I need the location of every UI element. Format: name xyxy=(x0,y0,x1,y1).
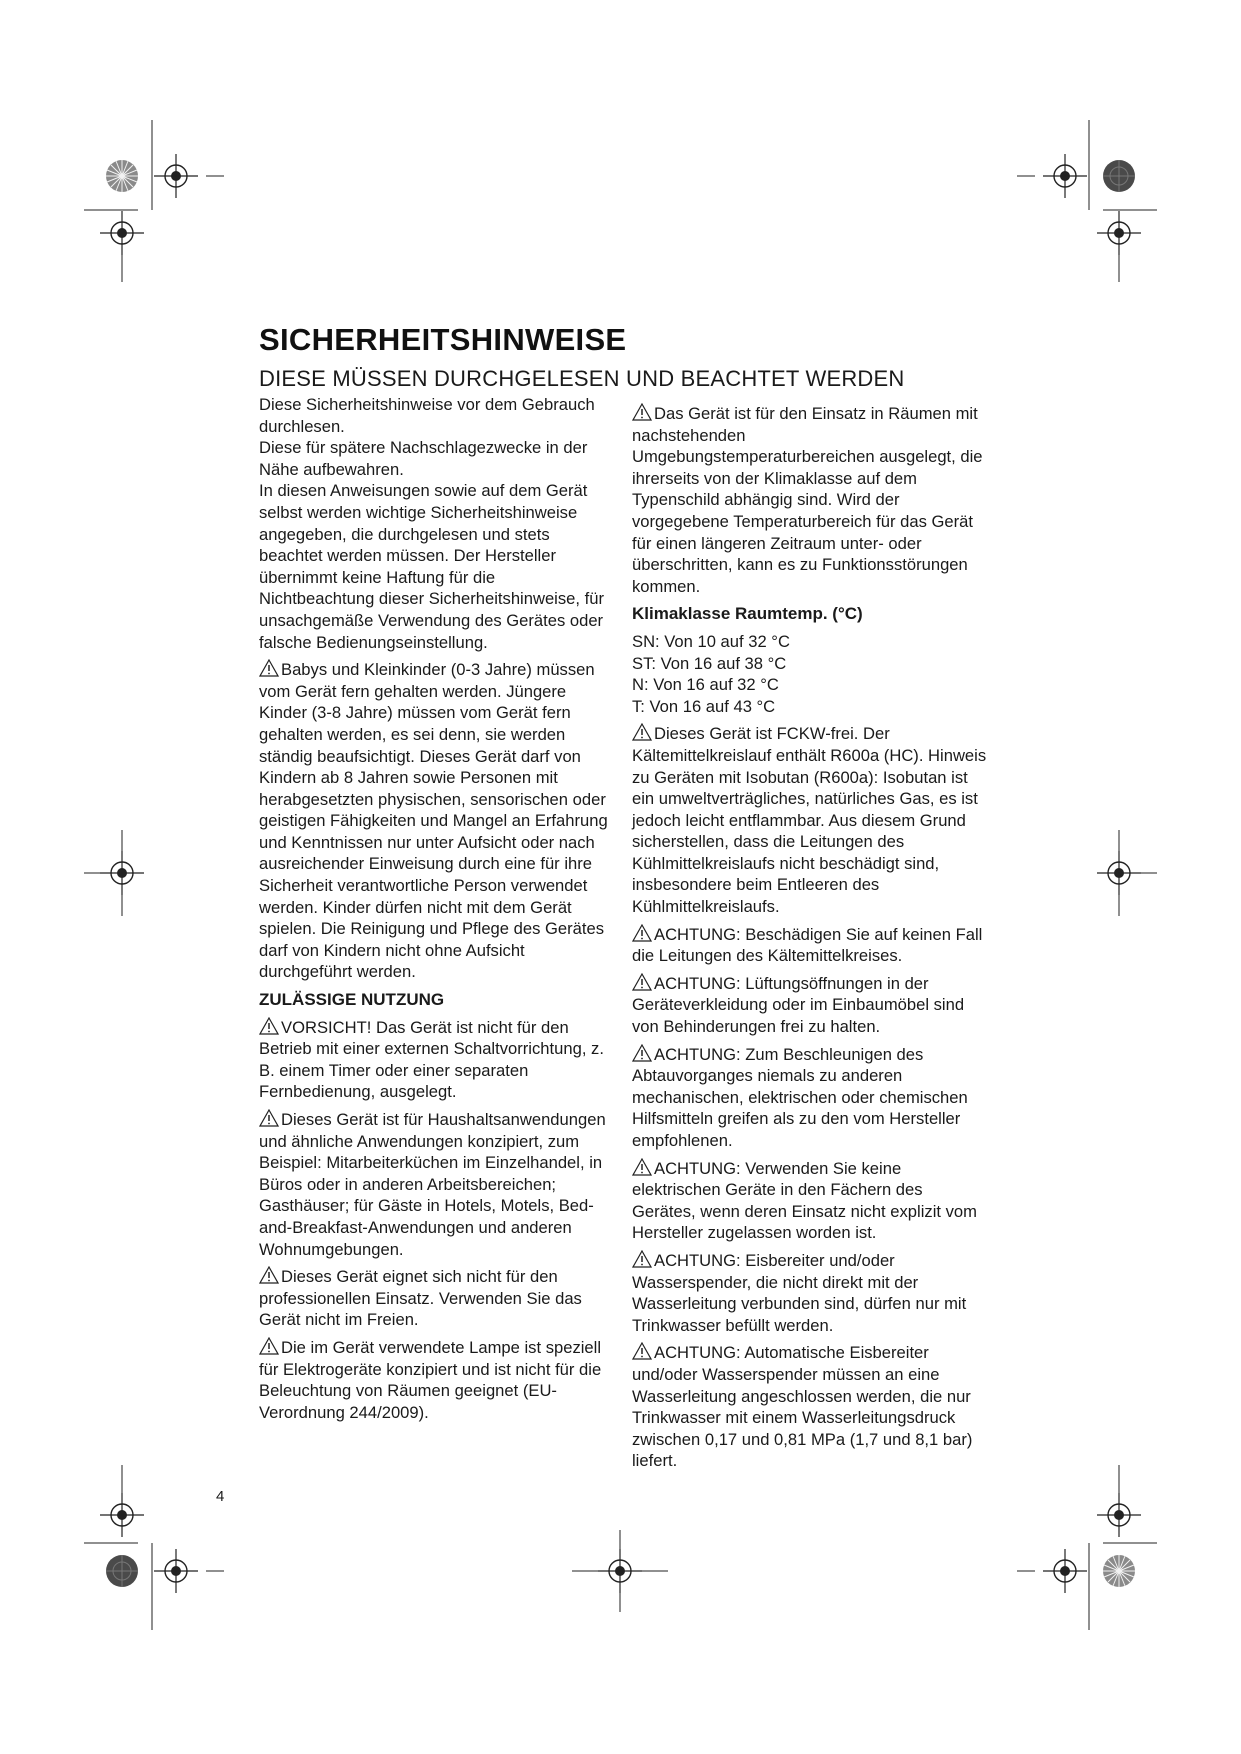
warning-text: ACHTUNG: Lüftungsöffnungen in der Geräteverkleidung oder im Einbaumöbel sind von Behinderungen frei zu halten. xyxy=(632,973,965,1037)
warning-triangle-icon xyxy=(632,973,652,991)
warning-paragraph xyxy=(632,403,987,597)
page-subtitle: DIESE MÜSSEN DURCHGELESEN UND BEACHTET WERDEN xyxy=(259,366,905,391)
warning-paragraph xyxy=(259,1017,609,1103)
warning-triangle-icon xyxy=(632,1250,652,1268)
warning-paragraph xyxy=(259,1337,609,1423)
climate-class-item: SN: Von 10 auf 32 °C xyxy=(632,631,790,651)
warning-triangle-icon xyxy=(259,1109,279,1127)
registration-mark-icon xyxy=(100,1493,144,1537)
warning-paragraph xyxy=(632,1250,987,1336)
warning-paragraph xyxy=(632,1342,987,1472)
warning-triangle-icon xyxy=(632,924,652,942)
warning-text: Das Gerät ist für den Einsatz in Räumen mit nachstehenden Umgebungstemperaturbereichen ausgelegt, die ihrerseits von der Klimaklasse auf dem Typenschild abhängig sind. Wird der vorgegebene Temperaturbereich für das Gerät für einen längeren Zeitraum unter- oder überschritten, kann es zu Funktionsstörungen kommen. xyxy=(632,404,983,596)
warning-text: ACHTUNG: Beschädigen Sie auf keinen Fall die Leitungen des Kältemittelkreises. xyxy=(632,924,983,966)
warning-paragraph xyxy=(632,924,987,967)
warning-text: VORSICHT! Das Gerät ist nicht für den Betrieb mit einer externen Schaltvorrichtung, z. B. einem Timer oder einer separaten Fernbedienung, ausgelegt. xyxy=(259,1017,604,1102)
page-number: 4 xyxy=(216,1488,225,1505)
warning-text: Die im Gerät verwendete Lampe ist speziell für Elektrogeräte konzipiert und ist nicht für die Beleuchtung von Räumen geeignet (EU-Verordnung 244/2009). xyxy=(259,1337,602,1422)
warning-paragraph xyxy=(259,1109,609,1260)
registration-mark-icon xyxy=(100,851,144,895)
warning-triangle-icon xyxy=(632,1158,652,1176)
registration-mark-icon xyxy=(1043,154,1087,198)
registration-mark-icon xyxy=(1097,211,1141,255)
intro-paragraph: Diese Sicherheitshinweise vor dem Gebrauch durchlesen. xyxy=(259,395,595,436)
warning-text: Babys und Kleinkinder (0-3 Jahre) müssen vom Gerät fern gehalten werden. Jüngere Kinder (3-8 Jahre) müssen vom Gerät fern gehalten werden, es sei denn, sie werden ständig beaufsichtigt. Dieses Gerät darf von Kindern ab 8 Jahren sowie Personen mit herabgesetzten physischen, sensorischen oder geistigen Fähigkeiten und Mangel an Erfahrung und Kenntnissen nur unter Aufsicht oder nach ausreichender Einweisung durch eine für ihre Sicherheit verantwortliche Person verwendet werden. Kinder dürfen nicht mit dem Gerät spielen. Die Reinigung und Pflege des Gerätes darf von Kindern nicht ohne Aufsicht durchgeführt werden. xyxy=(259,660,608,982)
intro-paragraph: Diese für spätere Nachschlagezwecke in der Nähe aufbewahren. xyxy=(259,438,588,479)
registration-mark-icon xyxy=(154,1549,198,1593)
dark-mark-icon xyxy=(1103,160,1135,192)
registration-mark-icon xyxy=(100,211,144,255)
registration-mark-icon xyxy=(1043,1549,1087,1593)
warning-text: Dieses Gerät ist FCKW-frei. Der Kältemittelkreislauf enthält R600a (HC). Hinweis zu Geräten mit Isobutan (R600a): Isobutan ist ein umweltverträgliches, natürliches Gas, es ist jedoch leicht entflammbar. Aus diesem Grund sicherstellen, dass die Leitungen des Kühlmittelkreislaufs nicht beschädigt sind, insbesondere beim Entleeren des Kühlmittelkreislaufs. xyxy=(632,724,987,917)
dark-mark-icon xyxy=(106,1555,138,1587)
warning-text: Dieses Gerät ist für Haushaltsanwendungen und ähnliche Anwendungen konzipiert, zum Beispiel: Mitarbeiterküchen im Einzelhandel, in Büros oder in anderen Arbeitsbereichen; Gasthäuser; für Gäste in Hotels, Motels, Bed-and-Breakfast-Anwendungen und anderen Wohnumgebungen. xyxy=(259,1110,606,1259)
section-heading: ZULÄSSIGE NUTZUNG xyxy=(259,990,445,1010)
warning-text: ACHTUNG: Eisbereiter und/oder Wasserspender, die nicht direkt mit der Wasserleitung verbunden sind, dürfen nur mit Trinkwasser befüllt werden. xyxy=(632,1250,967,1335)
warning-paragraph xyxy=(632,1158,987,1244)
climate-class-item: T: Von 16 auf 43 °C xyxy=(632,696,776,716)
warning-triangle-icon xyxy=(632,723,652,741)
registration-mark-icon xyxy=(1097,851,1141,895)
warning-text: ACHTUNG: Zum Beschleunigen des Abtauvorganges niemals zu anderen mechanischen, elektrischen oder chemischen Hilfsmitteln greifen als zu den vom Hersteller empfohlenen. xyxy=(632,1044,968,1150)
registration-mark-icon xyxy=(1097,1493,1141,1537)
page-title: SICHERHEITSHINWEISE xyxy=(259,322,627,357)
warning-paragraph xyxy=(259,1266,609,1331)
climate-class-item: ST: Von 16 auf 38 °C xyxy=(632,653,787,673)
warning-paragraph xyxy=(632,723,987,917)
warning-text: Dieses Gerät eignet sich nicht für den professionellen Einsatz. Verwenden Sie das Gerät nicht im Freien. xyxy=(259,1267,582,1330)
left-column xyxy=(259,394,609,1429)
right-column xyxy=(632,403,987,1478)
warning-triangle-icon xyxy=(632,1342,652,1360)
warning-text: ACHTUNG: Verwenden Sie keine elektrischen Geräte in den Fächern des Gerätes, wenn deren Einsatz nicht explizit vom Hersteller zugelassen worden ist. xyxy=(632,1158,977,1243)
sunburst-mark-icon xyxy=(106,160,138,192)
warning-triangle-icon xyxy=(259,1017,279,1035)
warning-paragraph xyxy=(632,973,987,1038)
warning-triangle-icon xyxy=(259,1337,279,1355)
climate-class-heading: Klimaklasse Raumtemp. (°C) xyxy=(632,604,863,624)
warning-triangle-icon xyxy=(259,1266,279,1284)
warning-text: ACHTUNG: Automatische Eisbereiter und/oder Wasserspender müssen an eine Wasserleitung angeschlossen werden, die nur Trinkwasser mit einem Wasserleitungsdruck zwischen 0,17 und 0,81 MPa (1,7 und 8,1 bar) liefert. xyxy=(632,1343,973,1471)
warning-triangle-icon xyxy=(632,403,652,421)
warning-triangle-icon xyxy=(632,1044,652,1062)
registration-mark-icon xyxy=(154,154,198,198)
registration-mark-icon xyxy=(598,1549,642,1593)
intro-paragraph: In diesen Anweisungen sowie auf dem Gerät selbst werden wichtige Sicherheitshinweise angegeben, die durchgelesen und stets beachtet werden müssen. Der Hersteller übernimmt keine Haftung für die Nichtbeachtung dieser Sicherheitshinweise, für unsachgemäße Verwendung des Gerätes oder falsche Bedienungseinstellung. xyxy=(259,481,604,652)
climate-class-item: N: Von 16 auf 32 °C xyxy=(632,675,779,695)
sunburst-mark-icon xyxy=(1103,1555,1135,1587)
warning-paragraph xyxy=(259,659,609,983)
warning-triangle-icon xyxy=(259,659,279,677)
warning-paragraph xyxy=(632,1044,987,1152)
